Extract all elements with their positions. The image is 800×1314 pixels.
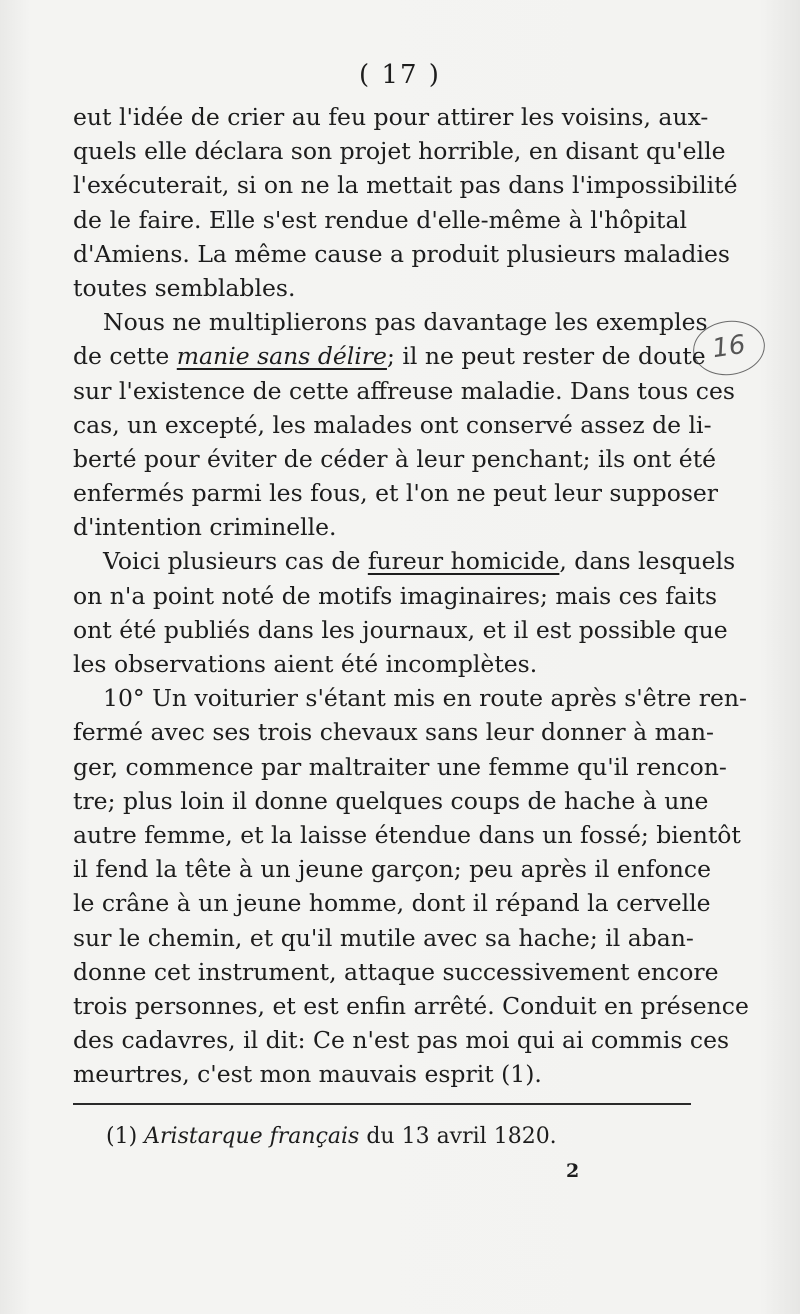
text-line: ont été publiés dans les journaux, et il est possible que (73, 615, 728, 644)
footnote-source: Aristarque français (144, 1124, 360, 1149)
text-line: meurtres, c'est mon mauvais esprit (1). (73, 1060, 542, 1089)
text-line-with-emphasis (73, 544, 736, 578)
underlined-phrase: fureur homicide (367, 547, 560, 576)
text-line: Nous ne multiplierons pas davantage les exemples (103, 308, 708, 337)
footnote-divider (73, 1103, 691, 1105)
text-segment: , dans lesquels (559, 547, 736, 576)
text-line: des cadavres, il dit: Ce n'est pas moi qui ai commis ces (73, 1026, 730, 1055)
footnote-mark: (1) (106, 1124, 145, 1149)
text-line: berté pour éviter de céder à leur penchant; ils ont été (73, 444, 717, 473)
text-segment: Voici plusieurs cas de (103, 547, 368, 576)
text-line: tre; plus loin il donne quelques coups de hache à une (73, 786, 709, 815)
text-line: sur le chemin, et qu'il mutile avec sa hache; il aban- (73, 923, 694, 952)
signature-mark: 2 (566, 1160, 580, 1182)
text-line: d'Amiens. La même cause a produit plusieurs maladies (73, 239, 730, 268)
text-line: il fend la tête à un jeune garçon; peu après il enfonce (73, 855, 711, 884)
text-line: enfermés parmi les fous, et l'on ne peut leur supposer (73, 479, 719, 508)
text-line: cas, un excepté, les malades ont conservé assez de li- (73, 410, 712, 439)
page-number: ( 17 ) (359, 60, 441, 90)
text-line: sur l'existence de cette affreuse maladie. Dans tous ces (73, 376, 735, 405)
text-line: le crâne à un jeune homme, dont il répand la cervelle (73, 889, 711, 918)
footnote (106, 1120, 557, 1154)
handwritten-page-number-stamp: 16 (690, 316, 769, 379)
text-line: de le faire. Elle s'est rendue d'elle-même à l'hôpital (73, 205, 687, 234)
text-line: eut l'idée de crier au feu pour attirer les voisins, aux- (73, 103, 709, 131)
text-line: ger, commence par maltraiter une femme qu'il rencon- (73, 752, 727, 781)
footnote-date: du 13 avril 1820. (359, 1124, 557, 1149)
text-line: donne cet instrument, attaque successivement encore (73, 957, 719, 986)
text-segment: de cette (73, 342, 177, 371)
text-line: fermé avec ses trois chevaux sans leur donner à man- (73, 718, 714, 747)
text-line: 10° Un voiturier s'étant mis en route après s'être ren- (103, 684, 747, 713)
text-line: les observations aient été incomplètes. (73, 650, 538, 678)
text-line: quels elle déclara son projet horrible, en disant qu'elle (73, 137, 726, 166)
text-line: autre femme, et la laisse étendue dans un fossé; bientôt (73, 820, 741, 849)
text-segment: ; il ne peut rester de doute (386, 342, 706, 371)
text-line: l'exécuterait, si on ne la mettait pas dans l'impossibilité (73, 171, 738, 200)
text-line: toutes semblables. (73, 273, 296, 302)
text-line: trois personnes, et est enfin arrêté. Conduit en présence (73, 991, 749, 1020)
text-line: d'intention criminelle. (73, 513, 337, 542)
text-line: on n'a point noté de motifs imaginaires; mais ces faits (73, 581, 718, 610)
emphasized-phrase: manie sans délire (176, 342, 387, 371)
text-line-with-emphasis (73, 339, 706, 373)
